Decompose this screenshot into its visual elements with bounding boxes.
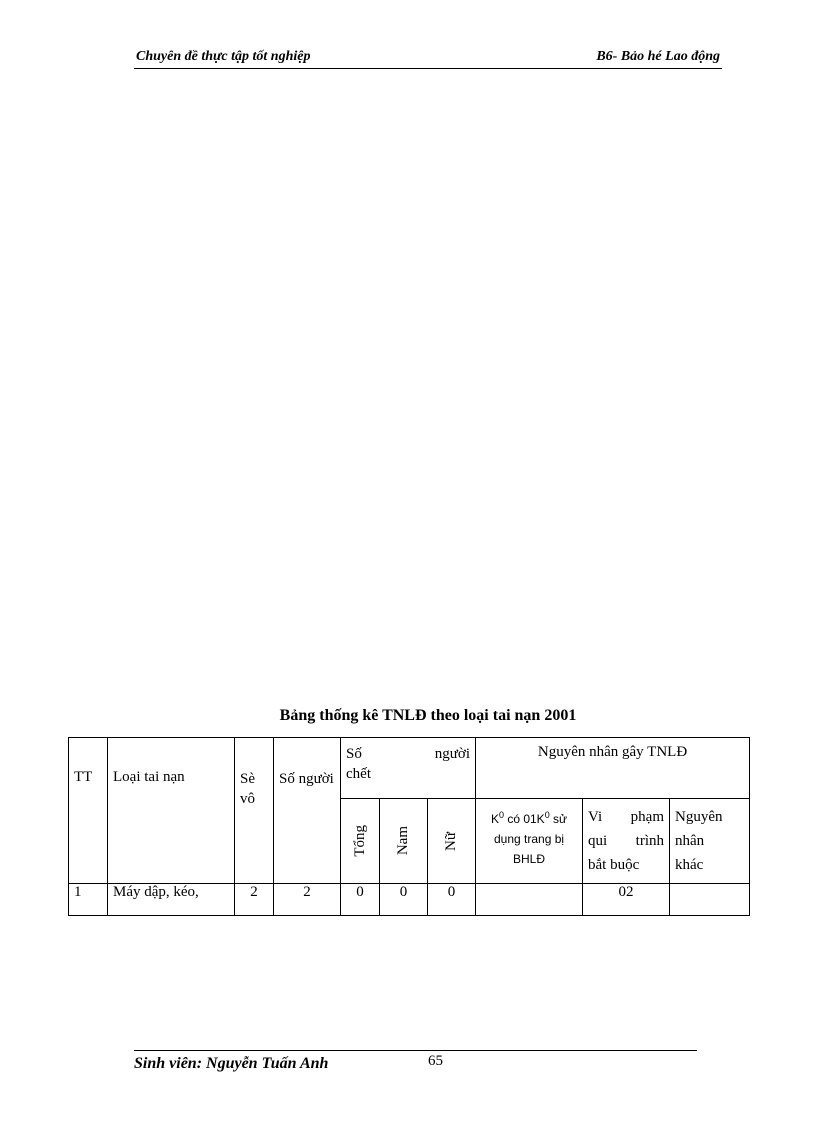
cell-tt: 1 <box>69 884 108 916</box>
header-nguyen-nhan-khac-label: Nguyên nhân khác <box>675 809 723 873</box>
header-tong-label: Tổng <box>351 825 368 857</box>
header-nu-label: Nữ <box>443 831 459 851</box>
header-k0-label: $K^0$ có $01K^0$ sử dụng trang bị BHLĐ <box>490 810 568 866</box>
table-row <box>69 884 750 916</box>
header-right-title: B6- Bảo hé Lao động <box>596 49 720 64</box>
header-so-nguoi-chet-line2: chết <box>346 766 371 782</box>
header-nguyen-nhan-label: Nguyên nhân gây TNLĐ <box>537 744 688 760</box>
cell-vi-pham: 02 <box>583 884 670 916</box>
cell-khac <box>670 884 750 916</box>
header-cell-tt <box>69 738 108 884</box>
header-cell-nam <box>380 799 428 884</box>
cell-nam: 0 <box>380 884 428 916</box>
cell-so-nguoi: 2 <box>274 884 341 916</box>
table-header-row-1 <box>69 738 750 799</box>
header-loai-label: Loại tai nạn <box>113 769 185 785</box>
page-number: 65 <box>428 1053 443 1069</box>
header-vi-pham-label: Vi phạm qui trình bắt buộc <box>588 809 665 873</box>
header-cell-tong <box>341 799 380 884</box>
footer-divider <box>134 1050 697 1051</box>
header-cell-loai <box>108 738 235 884</box>
header-nam-label: Nam <box>395 826 411 856</box>
table-title: Bảng thống kê TNLĐ theo loại tai nạn 2001 <box>279 707 577 724</box>
header-cell-vi-pham <box>583 799 670 884</box>
accident-stats-table <box>68 737 750 916</box>
header-cell-nguyen-nhan-khac <box>670 799 750 884</box>
page-header <box>134 48 722 69</box>
header-cell-nu <box>428 799 476 884</box>
header-cell-k0 <box>476 799 583 884</box>
header-se-vo-label: Sè vô <box>240 771 255 807</box>
header-left-title: Chuyên đề thực tập tốt nghiệp <box>136 49 311 64</box>
header-cell-so-nguoi <box>274 738 341 884</box>
header-so-nguoi-label: Số người <box>279 771 334 787</box>
header-cell-se-vo <box>235 738 274 884</box>
cell-tong: 0 <box>341 884 380 916</box>
cell-nu: 0 <box>428 884 476 916</box>
cell-loai: Máy dập, kéo, <box>108 884 235 916</box>
cell-k0 <box>476 884 583 916</box>
cell-se-vo: 2 <box>235 884 274 916</box>
header-so-nguoi-chet-line1: Số người <box>346 746 471 762</box>
header-cell-so-nguoi-chet <box>341 738 476 799</box>
header-cell-nguyen-nhan <box>476 738 750 799</box>
header-tt-label: TT <box>74 769 93 785</box>
footer-student-name: Sinh viên: Nguyễn Tuấn Anh <box>134 1055 329 1072</box>
